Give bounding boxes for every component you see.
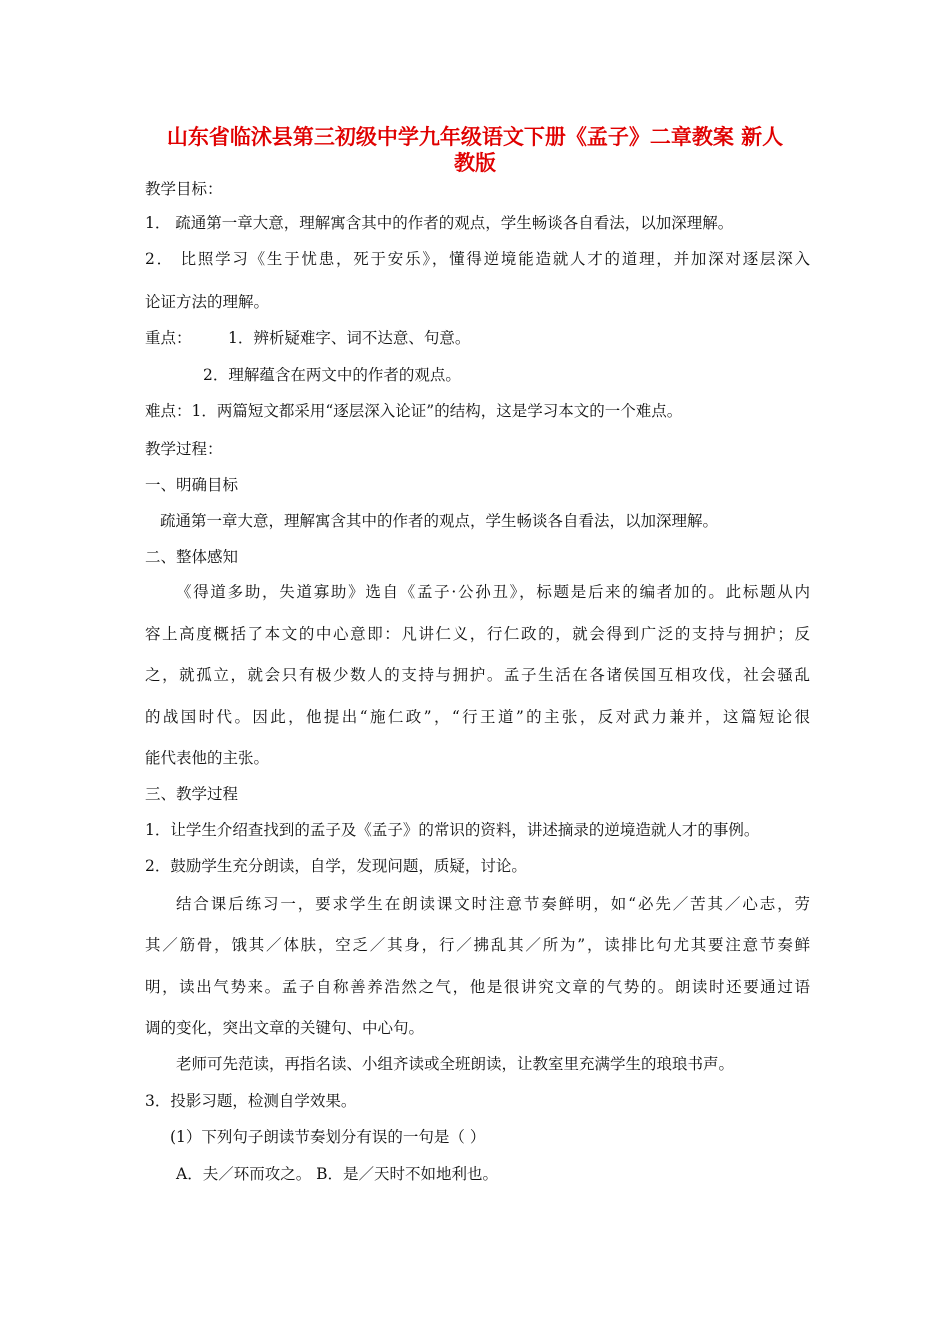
question-1-options: A．夫／环而攻之。 B．是／天时不如地利也。 xyxy=(176,1165,499,1183)
objective-item-1: 1． 疏通第一章大意，理解寓含其中的作者的观点，学生畅谈各自看法，以加深理解。 xyxy=(145,214,734,232)
key-point-item-2: 2．理解蕴含在两文中的作者的观点。 xyxy=(203,366,461,384)
section-3-para-line-1: 结合课后练习一，要求学生在朗读课文时注意节奏鲜明，如“必先／苦其／心志，劳 xyxy=(176,895,810,913)
key-point-item-1: 1．辨析疑难字、词不达意、句意。 xyxy=(228,329,471,347)
key-points-label: 重点： xyxy=(145,329,192,347)
difficulty: 难点：1．两篇短文都采用“逐层深入论证”的结构，这是学习本文的一个难点。 xyxy=(145,402,683,420)
section-1-text: 疏通第一章大意，理解寓含其中的作者的观点，学生畅谈各自看法，以加深理解。 xyxy=(160,512,719,530)
section-3-para-line-2: 其／筋骨，饿其／体肤，空乏／其身，行／拂乱其／所为”，读排比句尤其要注意节奏鲜 xyxy=(145,936,810,954)
question-1: (1）下列句子朗读节奏划分有误的一句是（ ） xyxy=(170,1128,486,1146)
section-2-line-3: 之，就孤立，就会只有极少数人的支持与拥护。孟子生活在各诸侯国互相攻伐，社会骚乱 xyxy=(145,666,810,684)
objective-item-2-line-1: 2． 比照学习《生于忧患，死于安乐》，懂得逆境能造就人才的道理，并加深对逐层深入 xyxy=(145,250,810,268)
title-line-1: 山东省临沭县第三初级中学九年级语文下册《孟子》二章教案 新人 xyxy=(166,125,784,149)
section-2-line-1: 《得道多助，失道寡助》选自《孟子·公孙丑》，标题是后来的编者加的。此标题从内 xyxy=(176,583,810,601)
section-3-heading: 三、教学过程 xyxy=(145,785,239,803)
section-3-teacher: 老师可先范读，再指名读、小组齐读或全班朗读，让教室里充满学生的琅琅书声。 xyxy=(176,1055,735,1073)
section-2-line-2: 容上高度概括了本文的中心意即：凡讲仁义，行仁政的，就会得到广泛的支持与拥护；反 xyxy=(145,625,810,643)
section-3-para-line-4: 调的变化，突出文章的关键句、中心句。 xyxy=(145,1019,425,1037)
section-3-step-3: 3．投影习题，检测自学效果。 xyxy=(145,1092,357,1110)
section-3-step-1: 1．让学生介绍查找到的孟子及《孟子》的常识的资料，讲述摘录的逆境造就人才的事例。 xyxy=(145,821,760,839)
section-2-line-4: 的战国时代。因此，他提出“施仁政”，“行王道”的主张，反对武力兼并，这篇短论很 xyxy=(145,708,810,726)
objectives-heading: 教学目标： xyxy=(145,180,223,198)
section-2-line-5: 能代表他的主张。 xyxy=(145,749,270,767)
section-3-step-2: 2．鼓励学生充分朗读，自学，发现问题，质疑，讨论。 xyxy=(145,857,527,875)
section-2-heading: 二、整体感知 xyxy=(145,548,239,566)
objective-item-2-line-2: 论证方法的理解。 xyxy=(145,293,270,311)
section-3-para-line-3: 明，读出气势来。孟子自称善养浩然之气，他是很讲究文章的气势的。朗读时还要通过语 xyxy=(145,978,810,996)
document-title xyxy=(140,124,810,176)
section-1-heading: 一、明确目标 xyxy=(145,476,239,494)
process-heading: 教学过程： xyxy=(145,440,223,458)
title-line-2: 教版 xyxy=(454,151,496,175)
